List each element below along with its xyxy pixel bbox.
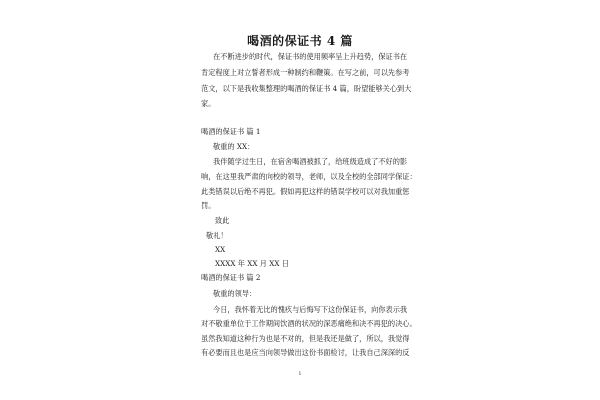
signature: XX: [215, 245, 226, 254]
body-line: 响，在这里我严肃的向校的领导，老师，以及全校的全部同学保证：: [201, 172, 417, 181]
page-number: 1: [298, 371, 302, 377]
intro-line: 在不断进步的时代，保证书的使用频率呈上升趋势，保证书在: [213, 52, 408, 61]
intro-line: 范文，以下是我收集整理的喝酒的保证书 4 篇，盼望能够关心到大: [201, 84, 412, 93]
date: XXXX 年 XX 月 XX 日: [215, 259, 289, 268]
closing-line: 致此: [215, 216, 230, 225]
body-line: 我伴随学过生日，在宿舍喝酒被抓了，给班级造成了不好的影: [213, 157, 408, 166]
salutation: 敬重的 XX：: [213, 142, 255, 151]
body-line: 此类错误以后绝不再犯。假如再犯这样的错误学校可以对我加重惩: [201, 187, 410, 196]
body-line: 今日，我怀着无比的愧疚与后悔写下这份保证书，向你表示我: [213, 305, 408, 314]
body-line: 虽然我知道这种行为也是不对的，但是我还是做了，所以，我觉得: [201, 334, 410, 343]
closing-line: 敬礼！: [206, 231, 228, 240]
intro-line: 肯定程度上对立誓者形成一种制约和鞭策。在写之前，可以先参考: [201, 68, 410, 77]
document-title: 喝酒的保证书 4 篇: [247, 34, 353, 48]
intro-line: 家。: [201, 99, 216, 108]
section-heading: 喝酒的保证书 篇 1: [201, 127, 261, 136]
salutation: 敬重的领导：: [213, 289, 257, 298]
body-line: 有必要而且也是应当向领导做出这份书面检讨，让我自己深深的反: [201, 348, 410, 357]
section-heading: 喝酒的保证书 篇 2: [201, 273, 261, 282]
body-line: 对不敬重单位于工作期间饮酒的状况的深恶痛绝和决不再犯的决心。: [201, 319, 417, 328]
body-line: 罚。: [201, 201, 216, 210]
